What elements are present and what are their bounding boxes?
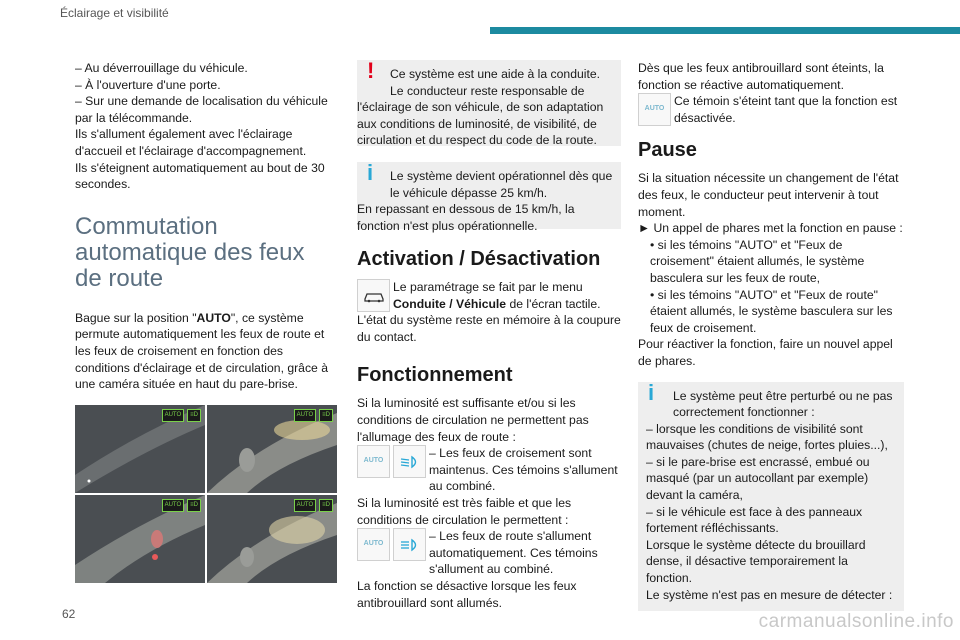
heading-auto-high-beam: Commutation automatique des feux de route <box>75 212 305 292</box>
text-line: – À l'ouverture d'une porte. <box>75 77 221 92</box>
heading-pause: Pause <box>638 139 697 162</box>
auto-indicator-icon: AUTO <box>357 528 390 561</box>
limit-dash-2: – si le pare-brise est encrassé, embué ou masqué (par un autocollant par exemple) devant la caméra, <box>646 454 870 503</box>
limit-dash-3: – si le véhicule est face à des panneaux fortement réfléchissants. <box>646 504 863 536</box>
intro-paragraph: Bague sur la position "AUTO", ce système permute automatiquement les feux de route et les feux de croisement en fonction des conditions d'éclairage et de circulation, grâce à une caméra située en haut du pare-brise. <box>75 310 328 392</box>
activation-memory: L'état du système reste en mémoire à la coupure du contact. <box>357 313 621 344</box>
limit-line-2: Lorsque le système détecte du brouillard dense, il désactive temporairement la fonction. <box>646 537 866 586</box>
function-text-4: – Les feux de route s'allument automatiquement. Ces témoins s'allument au combiné. <box>429 529 598 577</box>
auto-indicator-icon: AUTO <box>162 499 185 512</box>
pause-text-3: Pour réactiver la fonction, faire un nouvel appel de phares. <box>638 337 893 368</box>
text-line: Ils s'allument également avec l'éclairage d'accueil et l'éclairage d'accompagnement. <box>75 127 307 158</box>
auto-indicator-icon: AUTO <box>638 93 671 126</box>
section-title: Éclairage et visibilité <box>60 6 169 20</box>
header-accent-bar <box>490 27 960 34</box>
warning-line-2: Le conducteur reste responsable de l'éclairage de son véhicule, de son adaptation aux conditions de luminosité, de visibilité, de circulation et du respect du code de la route. <box>357 83 604 148</box>
limit-line-3: Le système n'est pas en mesure de détecter : <box>646 587 893 602</box>
low-beam-icon: ≡D <box>319 499 333 512</box>
illustration-pane-1 <box>75 405 205 493</box>
activation-text: Le paramétrage se fait par le menu Conduite / Véhicule de l'écran tactile. <box>393 280 601 311</box>
text-line: – Au déverrouillage du véhicule. <box>75 61 248 75</box>
auto-off-text: Ce témoin s'éteint tant que la fonction est désactivée. <box>674 94 898 125</box>
limit-line-1: Le système peut être perturbé ou ne pas correctement fonctionner : <box>673 388 893 420</box>
column-3 <box>638 60 904 611</box>
function-text-3: Si la luminosité est très faible et que les conditions de circulation le permettent : <box>357 495 572 527</box>
text-line: – Sur une demande de localisation du véhicule par la télécommande. <box>75 94 328 125</box>
fog-text: Dès que les feux antibrouillard sont éteints, la fonction se réactive automatiquement. <box>638 61 884 92</box>
function-text-5: La fonction se désactive lorsque les feux antibrouillard sont allumés. <box>357 578 577 610</box>
watermark: carmanualsonline.info <box>758 611 954 632</box>
low-beam-icon: ≡D <box>187 409 201 422</box>
info-line-1: Le système devient opérationnel dès que le véhicule dépasse 25 km/h. <box>390 169 613 200</box>
low-beam-icon: ≡D <box>187 499 201 512</box>
pause-text-2: ► Un appel de phares met la fonction en pause : <box>638 221 903 236</box>
text-line: Ils s'éteignent automatiquement au bout de 30 secondes. <box>75 160 325 192</box>
info-icon: i <box>648 379 655 405</box>
auto-indicator-icon: AUTO <box>162 409 185 422</box>
pause-bullet-2: • si les témoins "AUTO" et "Feux de route" étaient allumés, le système basculera sur les feux de croisement. <box>650 287 893 335</box>
column-1 <box>75 60 337 583</box>
info-box <box>357 160 621 233</box>
column-2 <box>357 60 621 611</box>
auto-indicator-icon: AUTO <box>357 445 390 478</box>
heading-fonctionnement: Fonctionnement <box>357 364 513 387</box>
warning-line-1: Ce système est une aide à la conduite. <box>390 67 601 81</box>
info-icon: i <box>367 160 374 185</box>
illustration-pane-4 <box>207 495 337 583</box>
auto-indicator-icon: AUTO <box>294 499 317 512</box>
page-number: 62 <box>62 607 76 621</box>
info-box-limitations <box>638 379 904 612</box>
illustration-pane-2 <box>207 405 337 493</box>
function-text-2: – Les feux de croisement sont maintenus. Ces témoins s'allument au combiné. <box>429 446 618 494</box>
low-beam-icon <box>393 445 426 478</box>
auto-indicator-icon: AUTO <box>294 409 317 422</box>
illustration-pane-3 <box>75 495 205 583</box>
high-beam-icon: ≡D <box>319 409 333 422</box>
pause-text-1: Si la situation nécessite un changement de l'état des feux, le conducteur peut intervenir à tout moment. <box>638 171 899 219</box>
warning-box <box>357 60 621 146</box>
high-beam-icon <box>393 528 426 561</box>
warning-exclamation-icon: ! <box>367 58 375 83</box>
function-text-1: Si la luminosité est suffisante et/ou si les conditions de circulation ne permettent pas l'allumage des feux de route : <box>357 396 589 444</box>
info-line-2: En repassant en dessous de 15 km/h, la fonction n'est plus opérationnelle. <box>357 202 575 233</box>
limit-dash-1: – lorsque les conditions de visibilité sont mauvaises (chutes de neige, fortes pluies...), <box>646 421 888 453</box>
car-settings-icon <box>357 279 390 312</box>
heading-activation: Activation / Désactivation <box>357 248 601 270</box>
headlight-illustration <box>75 405 337 583</box>
pause-bullet-1: • si les témoins "AUTO" et "Feux de croisement" étaient allumés, le système basculera sur les feux de route, <box>650 237 865 285</box>
